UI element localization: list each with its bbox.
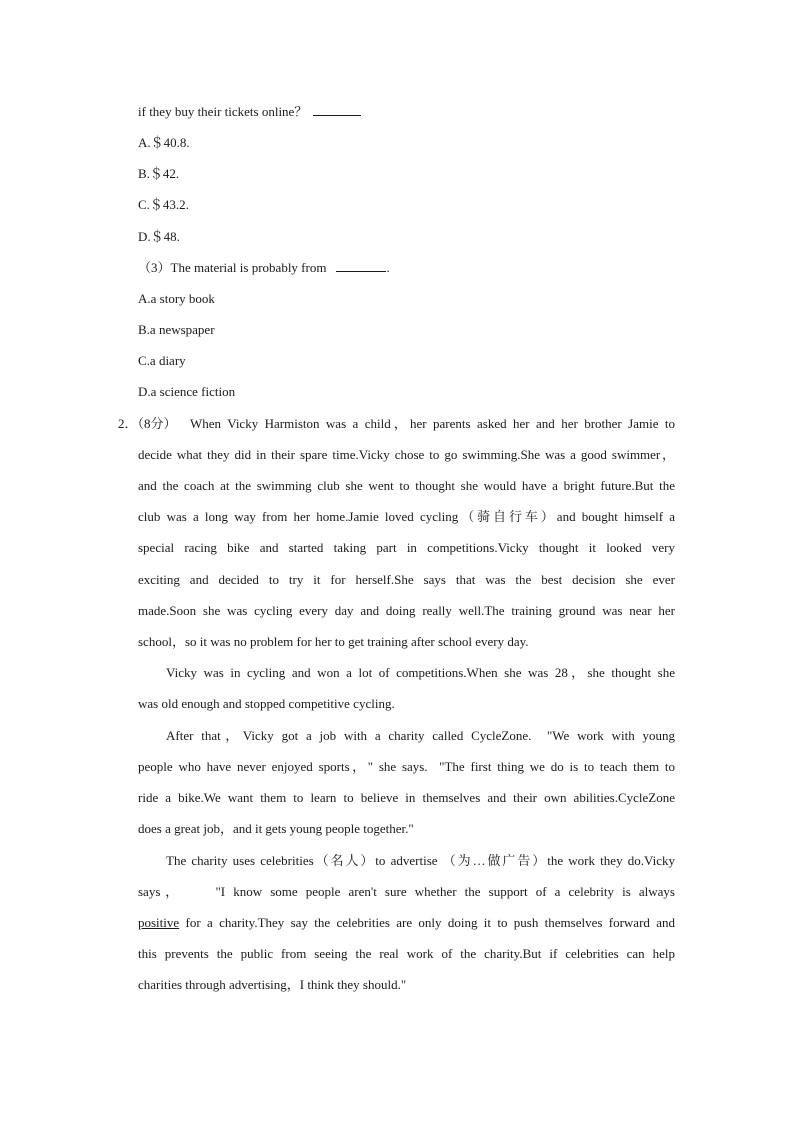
option-a: A.＄40.8. <box>138 135 190 150</box>
option-a: A.a story book <box>138 291 215 306</box>
answer-blank <box>336 259 386 272</box>
paragraph-line: does a great job，and it gets young people together." <box>138 821 414 836</box>
paragraph-line: was old enough and stopped competitive cycling. <box>138 696 395 711</box>
paragraph-line: people who have never enjoyed sports，" she says. "The first thing we do is to teach them to <box>138 759 675 774</box>
paragraph-line: After that，Vicky got a job with a charity called CycleZone. "We work with young <box>166 728 675 743</box>
option-d: D.a science fiction <box>138 384 236 399</box>
paragraph-line: When Vicky Harmiston was a child，her parents asked her and her brother Jamie to <box>190 416 675 431</box>
paragraph-line: made.Soon she was cycling every day and doing really well.The training ground was near her <box>138 603 675 618</box>
paragraph-line: school，so it was no problem for her to get training after school every day. <box>138 634 529 649</box>
option-d: D.＄48. <box>138 229 180 244</box>
paragraph-line: decide what they did in their spare time.Vicky chose to go swimming.She was a good swimmer， <box>138 447 675 462</box>
paragraph-line: this prevents the public from seeing the real work of the charity.But if celebrities can help <box>138 946 675 961</box>
paragraph-line: positive for a charity.They say the celebrities are only doing it to push themselves forward and <box>138 915 675 930</box>
option-c: C.a diary <box>138 353 186 368</box>
underlined-word: positive <box>138 915 180 930</box>
option-c: C.＄43.2. <box>138 197 189 212</box>
paragraph-line: special racing bike and started taking part in competitions.Vicky thought it looked very <box>138 540 675 555</box>
paragraph-line: ride a bike.We want them to learn to believe in themselves and their own abilities.CycleZone <box>138 790 675 805</box>
paragraph-line: Vicky was in cycling and won a lot of competitions.When she was 28，she thought she <box>166 665 675 680</box>
paragraph-line: exciting and decided to try it for herself.She says that was the best decision she ever <box>138 572 675 587</box>
paragraph-line: The charity uses celebrities（名人）to advertise （为…做广告）the work they do.Vicky <box>166 853 675 868</box>
question-number: 2．（8分） <box>118 416 177 431</box>
answer-blank <box>313 103 361 116</box>
paragraph-line: club was a long way from her home.Jamie loved cycling（骑自行车）and bought himself a <box>138 509 675 524</box>
paragraph-line: says， "I know some people aren't sure whether the support of a celebrity is always <box>138 884 675 899</box>
question-stem: if they buy their tickets online？ <box>138 103 361 121</box>
option-b: B.a newspaper <box>138 322 215 337</box>
question-stem: （3）The material is probably from . <box>138 260 390 275</box>
paragraph-line: charities through advertising，I think they should." <box>138 977 407 992</box>
option-b: B.＄42. <box>138 166 180 181</box>
paragraph-line: and the coach at the swimming club she went to thought she would have a bright future.But the <box>138 478 675 493</box>
